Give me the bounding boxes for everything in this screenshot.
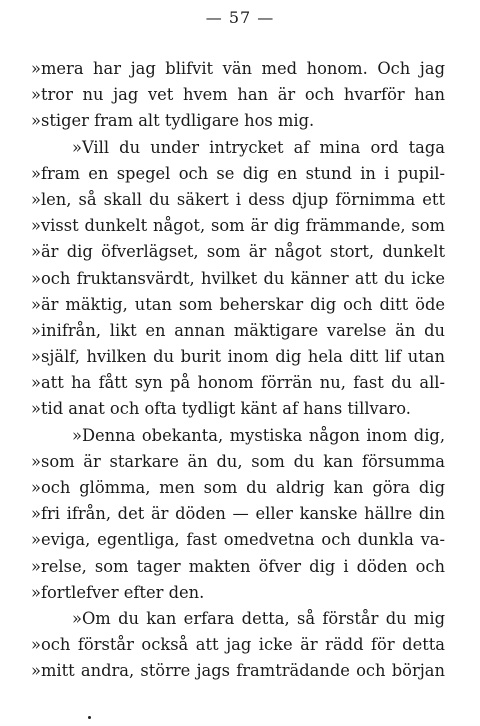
text-line: »fri ifrån, det är döden — eller kanske hällre din <box>31 504 445 524</box>
text-line: »stiger fram alt tydligare hos mig. <box>31 111 315 131</box>
text-line: »mitt andra, större jags framträdande och början <box>31 661 445 681</box>
text-line: »själf, hvilken du burit inom dig hela ditt lif utan <box>31 347 445 367</box>
body-text <box>31 56 445 685</box>
paragraph-first-line: »Denna obekanta, mystiska någon inom dig, <box>72 425 445 445</box>
paragraph-first-line: »Vill du under intrycket af mina ord taga <box>72 137 445 157</box>
text-line: »inifrån, likt en annan mäktigare varelse än du <box>31 320 445 340</box>
print-speck <box>88 716 91 719</box>
page-number: — 57 — <box>205 8 275 27</box>
text-line: »att ha fått syn på honom förrän nu, fast du all- <box>31 373 445 393</box>
text-line: »fram en spegel och se dig en stund in i pupil- <box>31 163 445 183</box>
text-line: »tror nu jag vet hvem han är och hvarför han <box>31 85 445 105</box>
paragraph-first-line: »Om du kan erfara detta, så förstår du mig <box>72 608 445 628</box>
text-line: »är mäktig, utan som beherskar dig och ditt öde <box>31 294 445 314</box>
text-line: »är dig öfverlägset, som är något stort, dunkelt <box>31 242 445 262</box>
text-line: »visst dunkelt något, som är dig främmande, som <box>31 216 445 236</box>
text-line: »och glömma, men som du aldrig kan göra dig <box>31 478 445 497</box>
text-line: »och förstår också att jag icke är rädd för detta <box>31 635 445 655</box>
text-line: »mera har jag blifvit vän med honom. Och jag <box>31 59 445 78</box>
text-line: »fortlefver efter den. <box>31 582 205 602</box>
text-line: »len, så skall du säkert i dess djup förnimma ett <box>31 189 445 209</box>
text-line: »och fruktansvärdt, hvilket du känner att du icke <box>31 268 445 288</box>
text-line: »eviga, egentliga, fast omedvetna och dunkla va- <box>31 530 445 550</box>
text-line: »som är starkare än du, som du kan försumma <box>31 451 445 471</box>
text-line: »relse, som tager makten öfver dig i döden och <box>31 556 445 576</box>
text-line: »tid anat och ofta tydligt känt af hans tillvaro. <box>31 399 411 419</box>
